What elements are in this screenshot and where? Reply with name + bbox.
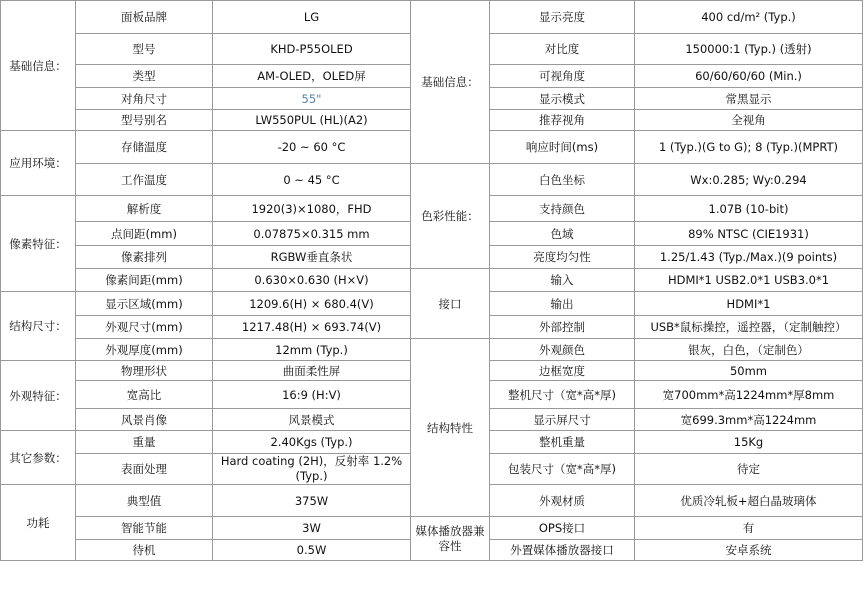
right-value-cell: 常黑显示 [635,88,863,110]
left-value-cell: LW550PUL (HL)(A2) [213,110,411,131]
table-row [1,269,863,292]
right-value-cell: 89% NTSC (CIE1931) [635,222,863,246]
right-label-cell: 输出 [490,292,635,316]
table-row [1,1,863,34]
left-label-cell: 类型 [76,65,213,88]
right-value-cell: USB*鼠标操控，遥控器，（定制触控） [635,316,863,339]
left-value-cell: 375W [213,485,411,517]
right-label-cell: 推荐视角 [490,110,635,131]
left-value-cell: LG [213,1,411,34]
right-value-cell: 50mm [635,361,863,381]
right-label-cell: 外观材质 [490,485,635,517]
left-category-cell: 外观特征： [1,361,76,431]
left-value-cell: 0.5W [213,540,411,561]
right-value-cell: Wx:0.285; Wy:0.294 [635,164,863,196]
right-category-cell: 色彩性能： [411,164,490,269]
left-category-cell: 结构尺寸： [1,292,76,361]
spec-table-body [1,1,863,601]
right-value-cell: HDMI*1 [635,292,863,316]
right-label-cell: 外部控制 [490,316,635,339]
left-value-cell: 12mm (Typ.) [213,339,411,361]
table-row [1,581,863,601]
left-label-cell: 重量 [76,431,213,454]
right-value-cell: 1.25/1.43 (Typ./Max.)(9 points) [635,246,863,269]
left-label-cell: 像素间距(mm) [76,269,213,292]
right-label-cell: 外观颜色 [490,339,635,361]
right-label-cell: 显示模式 [490,88,635,110]
right-value-cell: 宽700mm*高1224mm*厚8mm [635,381,863,409]
left-value-cell: 3W [213,517,411,540]
table-row [1,339,863,361]
left-label-cell: 存储温度 [76,131,213,164]
right-value-cell: 400 cd/m² (Typ.) [635,1,863,34]
right-value-cell: 全视角 [635,110,863,131]
right-value-cell: 60/60/60/60 (Min.) [635,65,863,88]
left-value-cell: RGBW垂直条状 [213,246,411,269]
left-label-cell: 物理形状 [76,361,213,381]
table-row [1,561,863,581]
left-value-cell: 1217.48(H) × 693.74(V) [213,316,411,339]
left-value-cell: 0.630×0.630 (H×V) [213,269,411,292]
left-value-cell: 16:9 (H:V) [213,381,411,409]
left-value-cell: 1920(3)×1080，FHD [213,196,411,222]
left-category-cell: 功耗 [1,485,76,561]
right-category-cell: 结构特性 [411,339,490,517]
left-category-cell: 像素特征： [1,196,76,292]
left-label-cell: 型号 [76,34,213,65]
left-value-cell: AM-OLED，OLED屏 [213,65,411,88]
right-value-cell: 1.07B (10-bit) [635,196,863,222]
left-label-cell: 显示区域(mm) [76,292,213,316]
right-label-cell: 可视角度 [490,65,635,88]
left-value-cell: 0.07875×0.315 mm [213,222,411,246]
right-value-cell: 1 (Typ.)(G to G); 8 (Typ.)(MPRT) [635,131,863,164]
right-label-cell: 色域 [490,222,635,246]
right-label-cell: 白色坐标 [490,164,635,196]
right-label-cell: 支持颜色 [490,196,635,222]
left-category-cell: 应用环境： [1,131,76,196]
left-category-cell: 其它参数： [1,431,76,485]
right-label-cell: 整机尺寸（宽*高*厚) [490,381,635,409]
right-value-cell: 150000:1 (Typ.) (透射) [635,34,863,65]
right-value-cell: 15Kg [635,431,863,454]
right-value-cell: HDMI*1 USB2.0*1 USB3.0*1 [635,269,863,292]
left-value-cell: -20 ~ 60 °C [213,131,411,164]
left-value-cell: 1209.6(H) × 680.4(V) [213,292,411,316]
left-label-cell: 型号别名 [76,110,213,131]
left-label-cell: 外观厚度(mm) [76,339,213,361]
right-value-cell: 安卓系统 [635,540,863,561]
right-label-cell: 响应时间(ms) [490,131,635,164]
right-label-cell: 对比度 [490,34,635,65]
left-value-cell: 0 ~ 45 °C [213,164,411,196]
left-label-cell: 工作温度 [76,164,213,196]
left-label-cell: 风景肖像 [76,409,213,431]
right-label-cell: 外置媒体播放器接口 [490,540,635,561]
table-row [1,164,863,196]
left-label-cell: 待机 [76,540,213,561]
right-label-cell: 整机重量 [490,431,635,454]
left-label-cell: 外观尺寸(mm) [76,316,213,339]
right-label-cell: 显示亮度 [490,1,635,34]
left-label-cell: 解析度 [76,196,213,222]
left-value-cell: 2.40Kgs (Typ.) [213,431,411,454]
right-value-cell: 宽699.3mm*高1224mm [635,409,863,431]
right-value-cell: 待定 [635,454,863,485]
right-label-cell: 边框宽度 [490,361,635,381]
left-label-cell: 智能节能 [76,517,213,540]
right-label-cell: 输入 [490,269,635,292]
right-label-cell: 显示屏尺寸 [490,409,635,431]
left-value-cell: KHD-P55OLED [213,34,411,65]
right-category-cell: 接口 [411,269,490,339]
right-value-cell: 银灰，白色，（定制色） [635,339,863,361]
right-value-cell: 有 [635,517,863,540]
left-label-cell: 像素排列 [76,246,213,269]
right-label-cell: 亮度均匀性 [490,246,635,269]
left-category-cell: 基础信息： [1,1,76,131]
right-label-cell: 包装尺寸（宽*高*厚) [490,454,635,485]
left-label-cell: 点间距(mm) [76,222,213,246]
table-row [1,517,863,540]
left-value-cell: Hard coating (2H)，反射率 1.2% (Typ.) [213,454,411,485]
left-label-cell: 面板品牌 [76,1,213,34]
left-label-cell: 表面处理 [76,454,213,485]
left-label-cell: 典型值 [76,485,213,517]
left-value-cell: 风景模式 [213,409,411,431]
left-label-cell: 宽高比 [76,381,213,409]
right-category-cell: 媒体播放器兼容性 [411,517,490,561]
right-category-cell: 基础信息： [411,1,490,164]
left-value-cell: 曲面柔性屏 [213,361,411,381]
right-label-cell: OPS接口 [490,517,635,540]
left-value-cell: 55" [213,88,411,110]
left-label-cell: 对角尺寸 [76,88,213,110]
right-value-cell: 优质冷轧板+超白晶玻璃体 [635,485,863,517]
